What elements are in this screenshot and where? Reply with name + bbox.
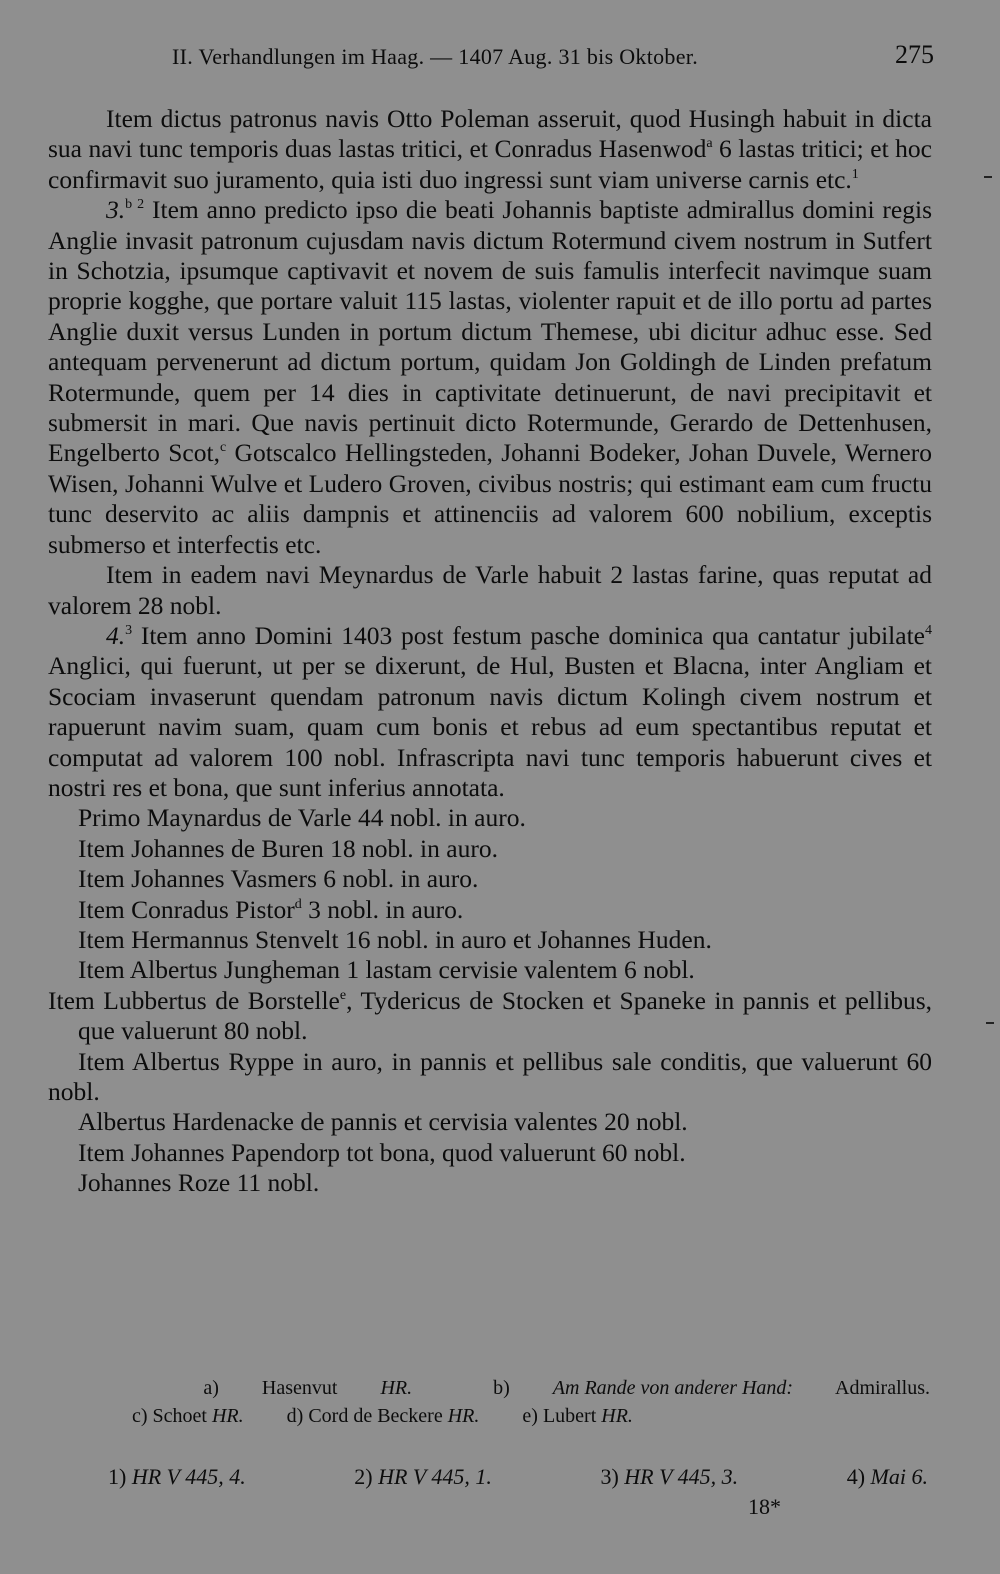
footnote-marker-3: 3 (125, 623, 133, 639)
footnotes (108, 1462, 928, 1492)
section-4-text-cont: Anglici, qui fuerunt, ut per se dixerunt, de Hul, Busten et Blacna, inter Angliam et Scociam invaserunt quendam patronum navis dictum Kolingh civem nostrum et rapuerunt navim suam, quam cum bonis et rebus ad eum spectantibus reputat et computat ad valorem 100 nobl. Infrascripta navi tunc temporis habuerunt cives et nostri res et bona, que sunt inferius annotata. (48, 651, 932, 802)
list-item: Primo Maynardus de Varle 44 nobl. in auro. (78, 803, 526, 833)
footnote-text: HR V 445, 1. (378, 1464, 492, 1489)
running-header (172, 40, 934, 80)
textual-note-d (287, 1405, 480, 1427)
paragraph-1-text-cont: 6 lastas tritici; et hoc confirmavit suo juramento, quia isti duo ingressi sunt viam universe carnis etc. (48, 134, 932, 194)
note-text: Schoet (152, 1405, 207, 1427)
footnote-label: 2) (354, 1464, 373, 1489)
list-item: Item Johannes Papendorp tot bona, quod valuerunt 60 nobl. (78, 1137, 686, 1167)
textual-note-c (132, 1405, 244, 1427)
section-3-markers: b 2 (125, 197, 145, 213)
note-text: Cord de Beckere (308, 1405, 443, 1427)
textual-note-marker-d: d (294, 896, 302, 912)
paragraph-meynardus (48, 560, 932, 621)
textual-note-a (203, 1377, 450, 1399)
footnote-text: HR V 445, 3. (624, 1464, 739, 1489)
section-3-text: Item anno predicto ipso die beati Johannis baptiste admirallus domini regis Anglie invasit patronum cujusdam navis dictum Rotermund civem nostrum in Sutfert in Schotzia, ipsumque captivavit et novem de suis famulis interfecit navimque suam proprie kogghe, que portare valuit 115 lastas, violenter rapuit et de illo portu ad partes Anglie duxit versus Lunden in portum dictum Themese, ubi dicitur adhuc esse. Sed antequam pervenerunt ad dictum portum, quidam Jon Goldingh de Linden prefatum Rotermunde, quem per 14 dies in captivitate detinuerunt, de navi precipitavit et submersit in mari. Que navis pertinuit dicto Rotermunde, Gerardo de Dettenhusen, Engelberto Scot, (48, 195, 932, 468)
note-label: a) (203, 1377, 219, 1399)
running-title: II. Verhandlungen im Haag. — 1407 Aug. 31 bis Oktober. (172, 44, 699, 69)
footnote-marker-4: 4 (925, 623, 932, 639)
footnote-4 (847, 1462, 928, 1492)
list-item: Item Albertus Jungheman 1 lastam cervisie valentem 6 nobl. (78, 955, 695, 985)
margin-mark (984, 176, 992, 178)
footnote-label: 3) (600, 1464, 619, 1489)
list-item (48, 895, 932, 925)
sheet-signature: 18* (748, 1494, 781, 1519)
footnote-text: Mai 6. (870, 1464, 928, 1489)
footnote-1 (108, 1462, 246, 1492)
note-source: HR. (447, 1405, 480, 1427)
paragraph-1-text: Item dictus patronus navis Otto Poleman asseruit, quod Husingh habuit in dicta sua navi tunc temporis duas lastas tritici, et Conradus Hasenwod (48, 104, 932, 164)
note-label: b) (493, 1377, 510, 1399)
paragraph-1 (48, 104, 932, 195)
note-text: Hasenvut (261, 1377, 338, 1399)
note-source: HR. (211, 1405, 244, 1427)
list-item-text: Item Conradus Pistor (78, 894, 295, 924)
list-item: Albertus Hardenacke de pannis et cervisia valentes 20 nobl. (78, 1107, 688, 1137)
list-item-text: Item Lubbertus de Borstelle (48, 985, 340, 1015)
section-3-text-cont: Gotscalco Hellingsteden, Johanni Bodeker, Johan Duvele, Wernero Wisen, Johanni Wulve et Ludero Groven, civibus nostris; qui estimant eam cum fructu tunc deservito ac aliis dampnis et attinenciis ad valorem 600 nobilium, exceptis submerso et interfectis etc. (48, 438, 932, 559)
note-label: c) (132, 1405, 148, 1427)
list-item: Item Albertus Ryppe in auro, in pannis et pellibus sale conditis, que valuerunt 60 nobl. (48, 1046, 932, 1106)
paragraph-meynardus-text: Item in eadem navi Meynardus de Varle habuit 2 lastas farine, quas reputat ad valorem 28 nobl. (48, 560, 932, 620)
list-item: Item Johannes de Buren 18 nobl. in auro. (78, 833, 498, 863)
textual-note-b (493, 1377, 930, 1399)
note-word: Admirallus. (835, 1377, 930, 1399)
textual-note-e (522, 1405, 633, 1427)
note-source: HR. (601, 1405, 633, 1427)
textual-apparatus-line-1 (48, 1374, 932, 1402)
section-4-text: Item anno Domini 1403 post festum pasche dominica qua cantatur jubilate (132, 620, 925, 650)
footnote-label: 4) (846, 1464, 866, 1489)
section-3-paragraph (48, 195, 932, 560)
section-number-3: 3. (106, 195, 126, 225)
textual-apparatus-line-2 (48, 1402, 932, 1430)
section-4-paragraph (48, 621, 932, 803)
textual-note-marker-a: a (706, 136, 713, 152)
textual-note-marker-e: e (339, 987, 347, 1003)
note-label: d) (286, 1405, 304, 1427)
footnote-3 (600, 1462, 738, 1492)
footnote-label: 1) (108, 1464, 127, 1489)
section-number-4: 4. (106, 620, 126, 650)
textual-note-marker-c: c (219, 440, 227, 456)
list-item: Item Johannes Vasmers 6 nobl. in auro. (78, 864, 479, 894)
footnote-text: HR V 445, 4. (131, 1464, 246, 1489)
margin-mark (986, 1022, 994, 1024)
textual-apparatus (48, 1374, 932, 1430)
list-item: Johannes Roze 11 nobl. (78, 1168, 320, 1198)
page-number: 275 (895, 40, 934, 69)
goods-list (48, 803, 932, 1198)
note-label: e) (522, 1405, 538, 1427)
footnote-marker-1: 1 (851, 167, 859, 183)
list-item (48, 985, 932, 1047)
main-text (48, 104, 932, 1199)
note-text: Am Rande von anderer Hand: (552, 1377, 794, 1399)
note-source: HR. (380, 1377, 413, 1399)
list-item-text-cont: , Tydericus de Stocken et Spaneke in pannis et pellibus, que valuerunt 80 nobl. (78, 985, 932, 1046)
list-item: Item Hermannus Stenvelt 16 nobl. in auro et Johannes Huden. (78, 924, 712, 954)
list-item-text-cont: 3 nobl. in auro. (301, 894, 464, 924)
footnote-2 (354, 1462, 492, 1492)
note-text: Lubert (542, 1405, 597, 1427)
